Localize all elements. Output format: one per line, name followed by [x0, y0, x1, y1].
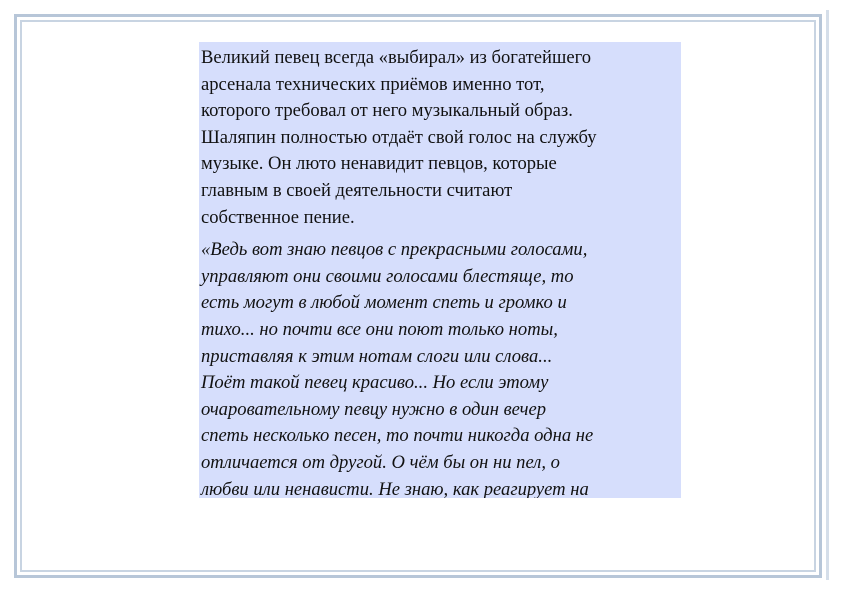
slide-frame-edge	[826, 10, 829, 580]
quote-paragraph: «Ведь вот знаю певцов с прекрасными голосами, управляют они своими голосами блестяще, то есть могут в любой момент спеть и громко и тихо... но почти все они поют только ноты, приставляя к этим нотам слоги или слова... Поёт такой певец красиво... Но если этому очаровательному певцу нужно в один вечер спеть несколько песен, то почти никогда одна не отличается от другой. О чём бы он ни пел, о любви или ненависти. Не знаю, как реагирует на	[201, 239, 594, 498]
highlighted-text-block	[199, 42, 681, 498]
body-paragraph: Великий певец всегда «выбирал» из богатейшего арсенала технических приёмов именно тот, которого требовал от него музыкальный образ. Шаляпин полностью отдаёт свой голос на службу музыке. Он люто ненавидит певцов, которые главным в своей деятельности считают собственное пение.	[201, 47, 597, 228]
